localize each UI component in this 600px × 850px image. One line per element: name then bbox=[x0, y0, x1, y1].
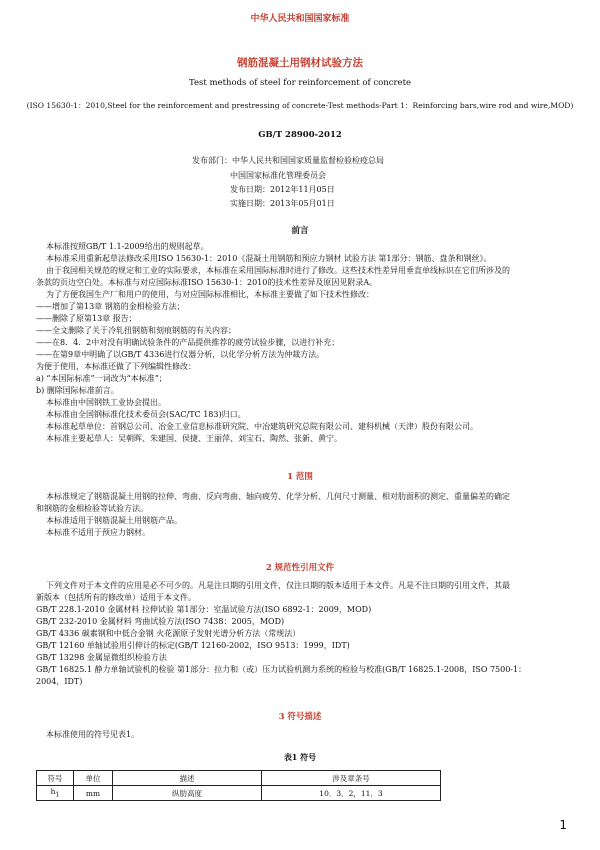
table-header-row bbox=[37, 771, 441, 786]
foreword-line: 由于我国相关规范的规定和工业的实际要求，本标准在采用国际标准时进行了修改。这些技术性差异用垂直单线标识在它们所涉及的 bbox=[46, 266, 510, 275]
normative-reference: GB/T 13298 金属显微组织检验方法 bbox=[36, 653, 167, 662]
normative-line: 新版本（包括所有的修改单）适用于本文件。 bbox=[36, 593, 196, 602]
foreword-line: 本标准主要起草人：吴朝晖、朱建国、侯捷、王丽萍、刘宝石、陶然、张新、黄宁。 bbox=[46, 434, 342, 443]
iso-reference: (ISO 15630-1：2010,Steel for the reinforcement and prestressing of concrete-Test methods-Part 1：Reinforcing bars,wire rod and wire,MOD) bbox=[26, 101, 574, 110]
symbol-subscript: 1 bbox=[55, 791, 60, 799]
foreword-line: b) 删除国际标准前言。 bbox=[36, 386, 119, 395]
clauses-cell: 10．3．2，11．3 bbox=[262, 786, 441, 801]
column-header-symbol: 符号 bbox=[37, 771, 74, 786]
symbol-text: h bbox=[50, 787, 56, 797]
foreword-line: ——全文删除了关于冷轧扭钢筋和刻痕钢筋的有关内容； bbox=[36, 326, 236, 335]
table-title: 表1 符号 bbox=[283, 752, 317, 762]
column-header-description: 描述 bbox=[113, 771, 262, 786]
symbols-intro: 本标准使用的符号见表1。 bbox=[46, 730, 140, 739]
normative-reference: GB/T 12160 单轴试验用引伸计的标定(GB/T 12160-2002，ISO 9513：1999，IDT) bbox=[36, 641, 350, 650]
normative-line: 下列文件对于本文件的应用是必不可少的。凡是注日期的引用文件，仅注日期的版本适用于本文件。凡是不注日期的引用文件，其最 bbox=[46, 581, 510, 590]
normative-reference: GB/T 16825.1 静力单轴试验机的检验 第1部分：拉力和（或）压力试验机测力系统的检验与校准(GB/T 16825.1-2008，ISO 7500-1： bbox=[36, 665, 527, 674]
normative-heading: 2 规范性引用文件 bbox=[265, 563, 335, 573]
symbols-heading: 3 符号描述 bbox=[278, 712, 322, 722]
scope-line: 本标准规定了钢筋混凝土用钢的拉伸、弯曲、反向弯曲、轴向疲劳、化学分析、几何尺寸测量、相对肋面积的测定、重量偏差的确定 bbox=[46, 492, 510, 501]
national-standard-label: 中华人民共和国国家标准 bbox=[250, 14, 350, 24]
document-title-cn: 钢筋混凝土用钢材试验方法 bbox=[237, 57, 363, 69]
foreword-line: 本标准按照GB/T 1.1-2009给出的规则起草。 bbox=[46, 242, 209, 251]
foreword-line: 为便于使用，本标准还做了下列编辑性修改： bbox=[36, 362, 196, 371]
normative-reference: GB/T 4336 碳素钢和中低合金钢 火花源原子发射光谱分析方法（常规法） bbox=[36, 629, 301, 638]
foreword-line: 本标准采用重新起草法修改采用ISO 15630-1：2010《混凝土用钢筋和预应力钢材 试验方法 第1部分：钢筋、盘条和钢丝》。 bbox=[46, 254, 492, 263]
document-title-en: Test methods of steel for reinforcement of concrete bbox=[188, 78, 412, 88]
symbols-table bbox=[36, 770, 441, 801]
column-header-unit: 单位 bbox=[74, 771, 113, 786]
normative-reference: GB/T 228.1-2010 金属材料 拉伸试验 第1部分：室温试验方法(ISO 6892-1：2009，MOD) bbox=[36, 605, 372, 614]
table-row bbox=[37, 786, 441, 801]
foreword-line: 本标准由中国钢铁工业协会提出。 bbox=[46, 398, 166, 407]
normative-reference: GB/T 232-2010 金属材料 弯曲试验方法(ISO 7438：2005，MOD) bbox=[36, 617, 285, 626]
normative-reference: 2004，IDT) bbox=[36, 677, 83, 686]
foreword-line: 为了方便我国生产厂和用户的使用，与对应国际标准相比，本标准主要做了如下技术性修改： bbox=[46, 290, 374, 299]
page-number: 1 bbox=[559, 818, 567, 832]
foreword-line: ——在8．4．2中对没有明确试验条件的产品提供推荐的疲劳试验步骤，以进行补充； bbox=[36, 338, 340, 347]
issuer-line-1: 发布部门：中华人民共和国国家质量监督检验检疫总局 bbox=[192, 156, 384, 165]
scope-line: 本标准适用于钢筋混凝土用钢筋产品。 bbox=[46, 516, 182, 525]
issuer-line-2: 中国国家标准化管理委员会 bbox=[230, 171, 326, 180]
foreword-line: 条款的页边空白处。本标准与对应国际标准ISO 15630-1：2010的技术性差异及原因见附录A。 bbox=[36, 278, 378, 287]
scope-heading: 1 范围 bbox=[287, 472, 313, 482]
foreword-line: ——删除了原第13章 报告； bbox=[36, 314, 137, 323]
issue-date: 发布日期：2012年11月05日 bbox=[230, 185, 335, 194]
unit-cell: mm bbox=[74, 786, 113, 801]
description-cell: 纵肋高度 bbox=[113, 786, 262, 801]
foreword-line: 本标准起草单位：首钢总公司、冶金工业信息标准研究院、中冶建筑研究总院有限公司、建科机械（天津）股份有限公司。 bbox=[46, 422, 478, 431]
symbol-cell bbox=[37, 786, 74, 801]
foreword-line: 本标准由全国钢标准化技术委员会(SAC/TC 183)归口。 bbox=[46, 410, 246, 419]
foreword-line: ——增加了第13章 钢筋的金相检验方法； bbox=[36, 302, 185, 311]
effective-date: 实施日期：2013年05月01日 bbox=[230, 199, 335, 208]
column-header-clauses: 涉及章条号 bbox=[262, 771, 441, 786]
standard-code: GB/T 28900-2012 bbox=[258, 130, 342, 140]
foreword-line: a) “本国际标准”一词改为“本标准”； bbox=[36, 374, 167, 383]
foreword-heading: 前言 bbox=[291, 226, 309, 236]
scope-line: 本标准不适用于预应力钢材。 bbox=[46, 528, 150, 537]
foreword-line: ——在第9章中明确了以GB/T 4336进行仪器分析，以化学分析方法为仲裁方法。 bbox=[36, 350, 325, 359]
scope-line: 和钢筋的金相检验等试验方法。 bbox=[36, 504, 148, 513]
